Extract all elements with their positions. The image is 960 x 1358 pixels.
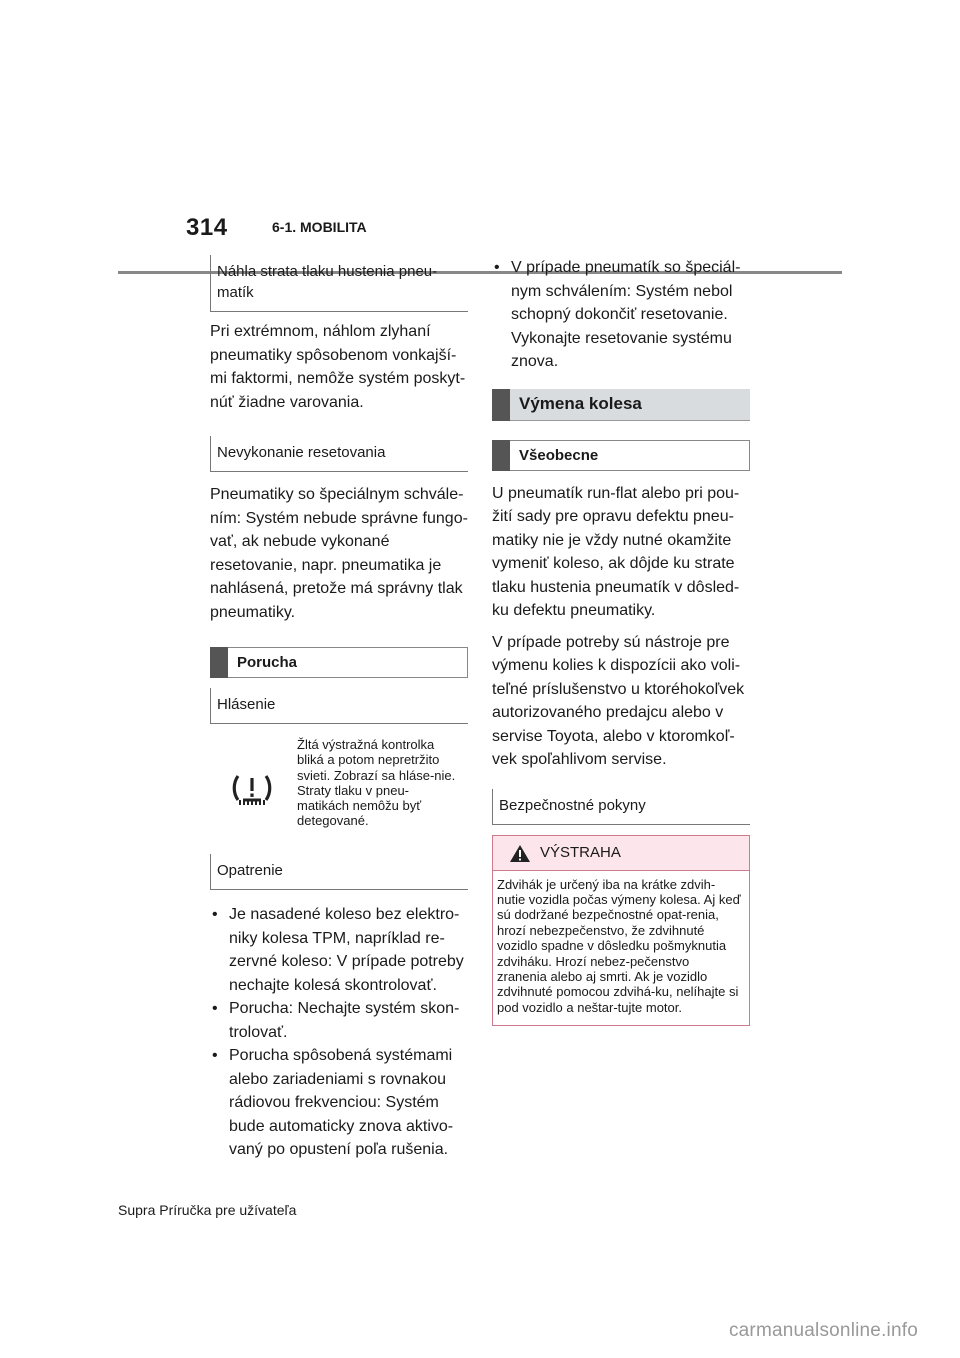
heading-fault-label: Porucha bbox=[237, 654, 298, 671]
right-column bbox=[492, 256, 750, 1026]
heading-sudden-pressure-loss: Náhla strata tlaku hustenia pneu- matík bbox=[210, 255, 468, 312]
heading-safety: Bezpečnostné pokyny bbox=[492, 789, 750, 825]
list-item: • Je nasadené koleso bez elektro-niky kolesa TPM, napríklad re-zervné koleso: V prípade potreby nechajte kolesá skontrolovať. bbox=[210, 903, 468, 997]
list-item: • Porucha spôsobená systémami alebo zariadeniami s rovnakou rádiovou frekvenciou: Systém bude automaticky znova aktivo-vaný po opustení poľa rušenia. bbox=[210, 1044, 468, 1162]
text-no-reset: Pneumatiky so špeciálnym schvále-ním: Systém nebude správne fungo-vať, ak nebude vykonané resetovanie, napr. pneumatika je nahlásená, pretože má správny tlak pneumatiky. bbox=[210, 486, 468, 621]
warning-header bbox=[493, 836, 749, 871]
heading-marker bbox=[210, 647, 228, 678]
warning-box bbox=[492, 835, 750, 1027]
text-sudden-pressure-loss: Pri extrémnom, náhlom zlyhaní pneumatiky spôsobenom vonkajší-mi faktormi, nemôže systém poskyt-núť žiadne varovania. bbox=[210, 323, 466, 411]
heading-no-reset: Nevykonanie resetovania bbox=[210, 436, 468, 472]
text-general-2: V prípade potreby sú nástroje pre výmenu kolies k dispozícii ako voli-teľné príslušenstvo u ktoréhokoľvek autorizovaného predajcu alebo v servise Toyota, alebo v ktoromkoľ-vek spoľahlivom servise. bbox=[492, 633, 745, 768]
footer-text: Supra Príručka pre užívateľa bbox=[118, 1202, 297, 1218]
watermark: carmanualsonline.info bbox=[728, 1320, 918, 1341]
section-title-wheel-change bbox=[492, 389, 750, 421]
heading-marker bbox=[492, 440, 510, 471]
warning-text: Zdvihák je určený iba na krátke zdvih-nutie vozidla počas výmeny kolesa. Aj keď sú dodržané bezpečnostné opat-renia, hrozí nebezpečenstvo, že zdvihnuté vozidlo spadne v dôsledku pošmyknutia zdviháku. Hrozí nebez-pečenstvo zranenia alebo aj smrti. Ak je vozidlo zdvihnuté pomocou zdvihá-ku, nelíhajte si pod vozidlo a neštar-tujte motor. bbox=[497, 876, 741, 1015]
tire-pressure-warning-icon bbox=[232, 772, 272, 808]
action-list bbox=[210, 903, 468, 1162]
list-item: • Porucha: Nechajte systém skon-trolovať. bbox=[210, 997, 468, 1044]
warning-light-row bbox=[210, 724, 468, 850]
warning-light-description: Žltá výstražná kontrolka bliká a potom nepretržito svieti. Zobrazí sa hláse-nie. Straty tlaku v pneu-matikách nemôžu byť detegované. bbox=[297, 737, 456, 829]
heading-message: Hlásenie bbox=[210, 688, 468, 724]
heading-general bbox=[492, 440, 750, 471]
warning-title: VÝSTRAHA bbox=[540, 843, 621, 861]
left-column bbox=[210, 255, 468, 1162]
section-title-label: Výmena kolesa bbox=[519, 393, 642, 413]
section-label: 6-1. MOBILITA bbox=[272, 219, 367, 235]
page-number: 314 bbox=[186, 214, 228, 241]
heading-action: Opatrenie bbox=[210, 854, 468, 890]
heading-marker bbox=[492, 389, 510, 421]
heading-general-label: Všeobecne bbox=[519, 446, 599, 464]
warning-triangle-icon bbox=[509, 844, 531, 863]
heading-fault bbox=[210, 647, 468, 678]
reset-list bbox=[492, 256, 750, 374]
text-general-1: U pneumatík run-flat alebo pri pou-žití sady pre opravu defektu pneu-matiky nie je vždy nutné okamžite vymeniť koleso, ak dôjde ku strate tlaku hustenia pneumatík v dôsled-ku defektu pneumatiky. bbox=[492, 484, 740, 619]
list-item: • V prípade pneumatík so špeciál-nym schválením: Systém nebol schopný dokončiť resetovanie. Vykonajte resetovanie systému znova. bbox=[492, 256, 750, 374]
